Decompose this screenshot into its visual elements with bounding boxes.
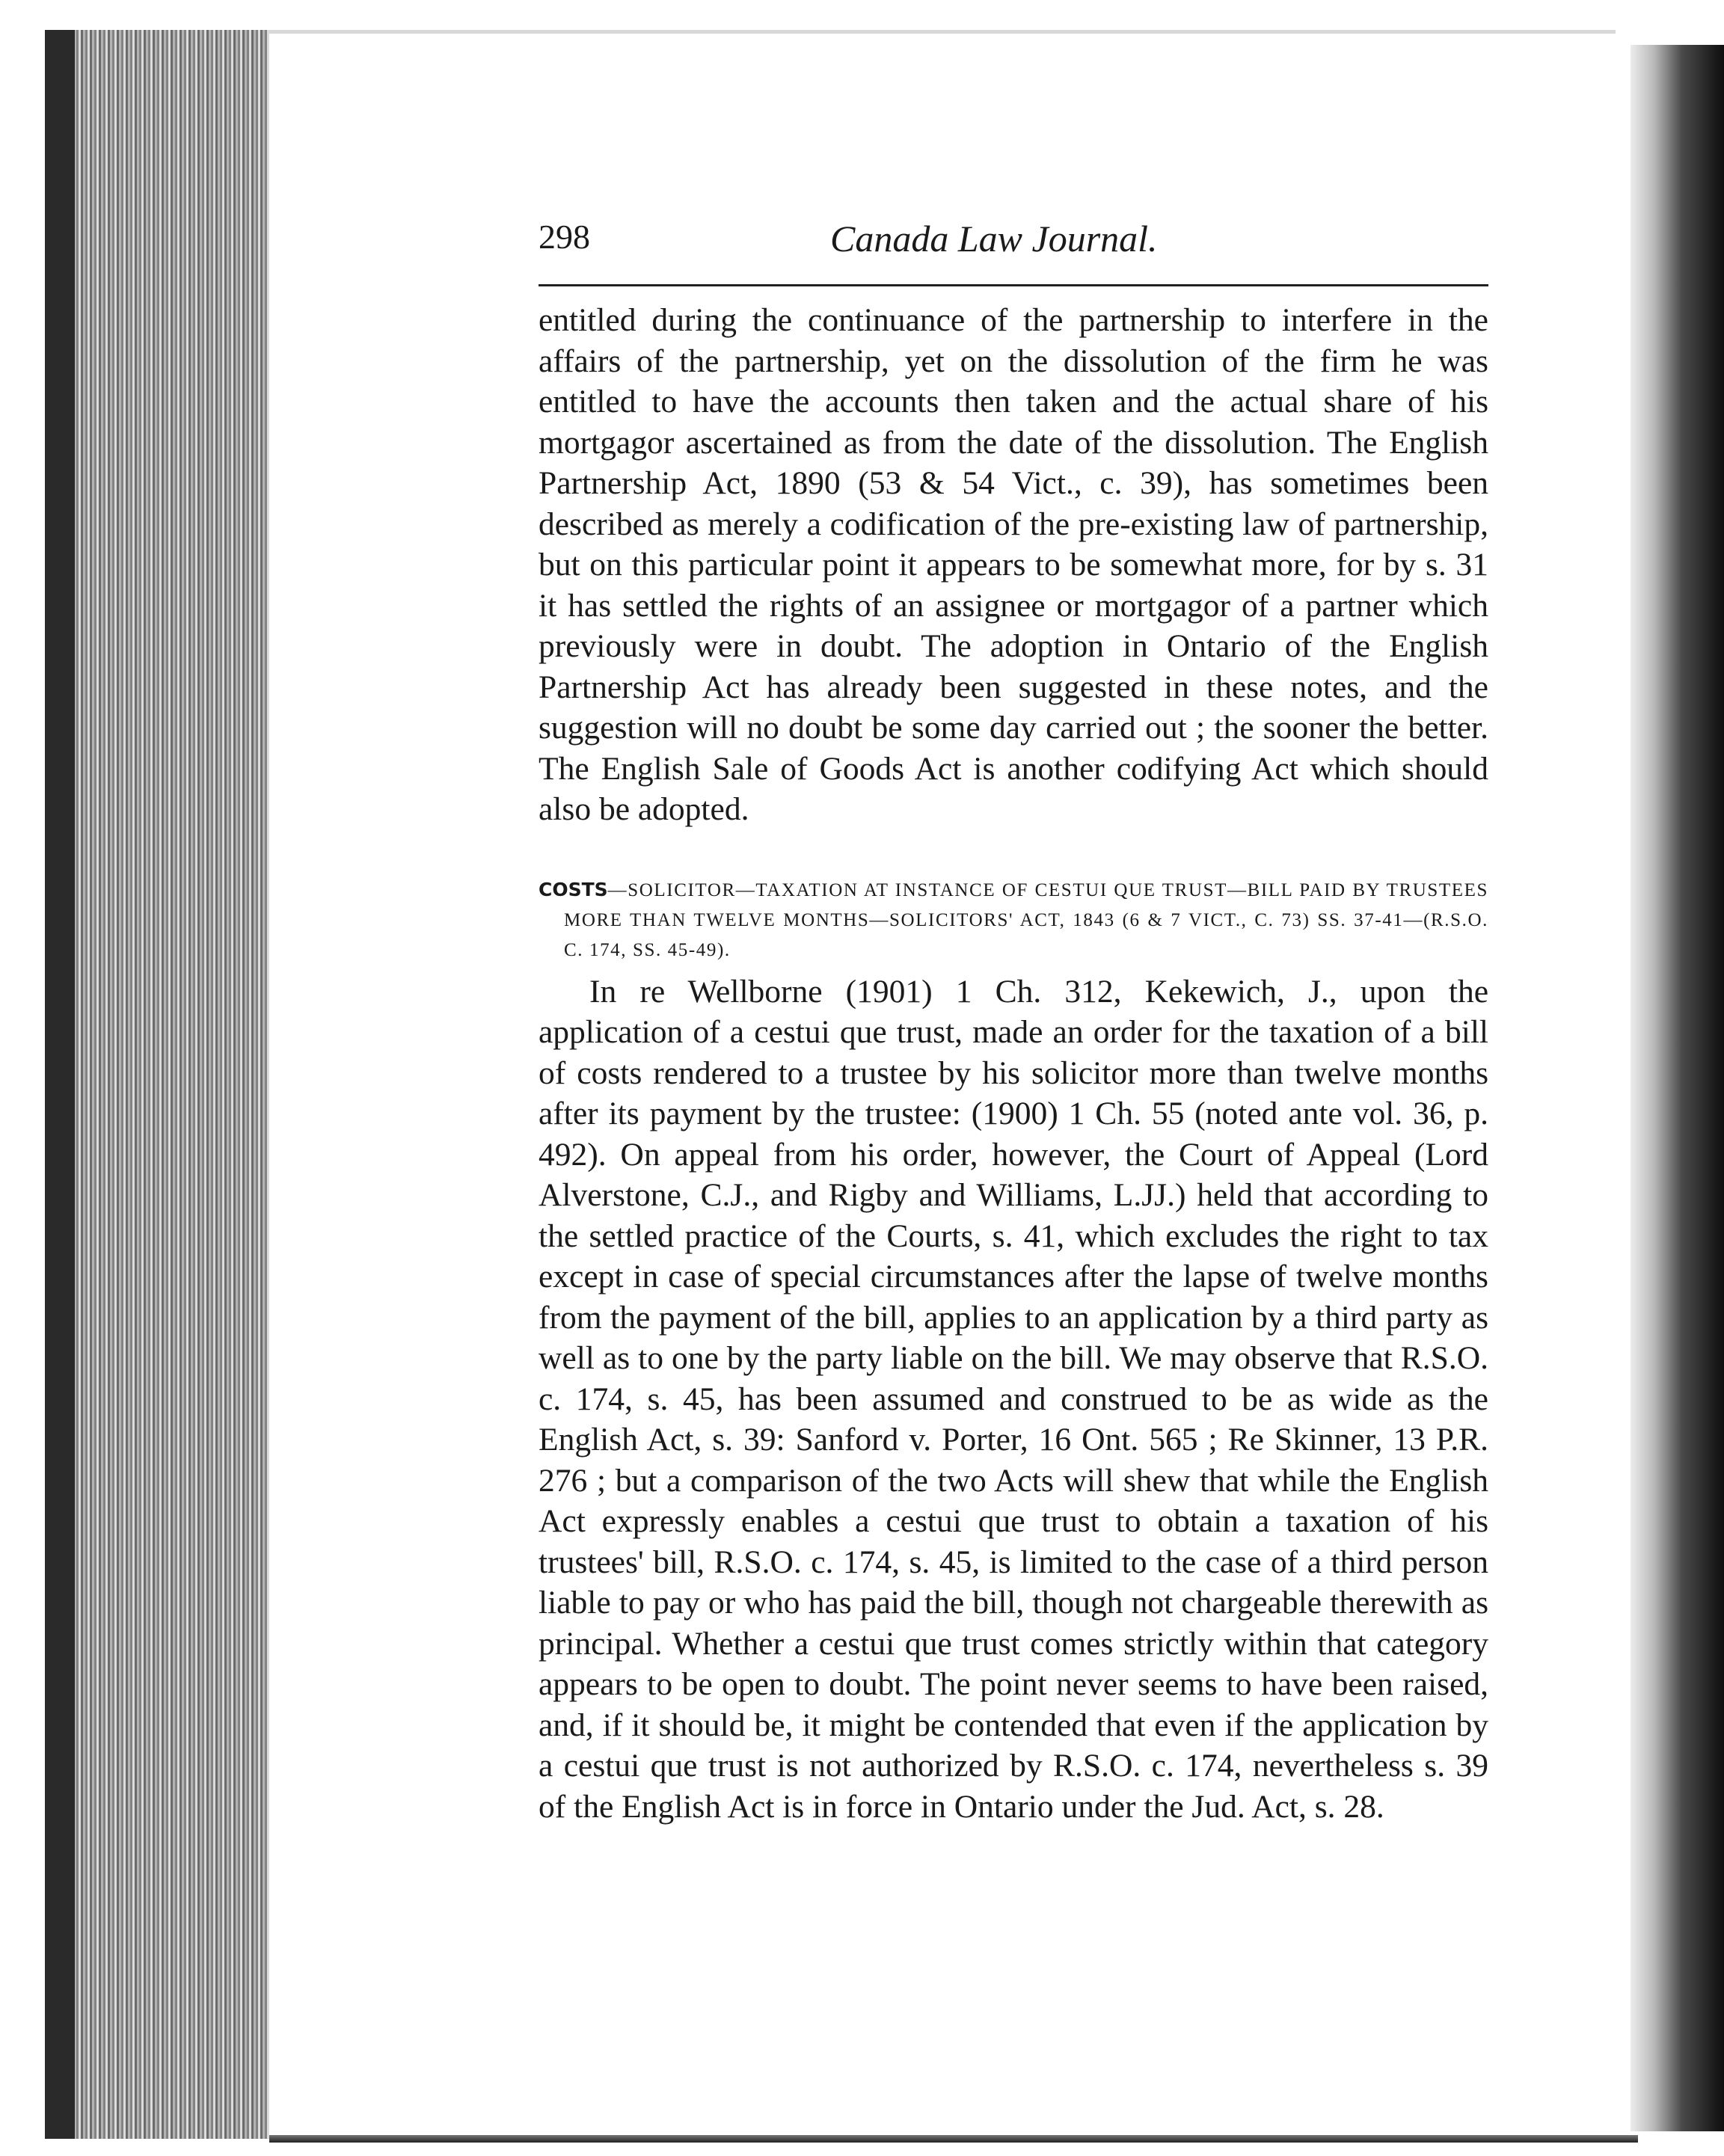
- paragraph-partnership: entitled during the continuance of the partnership to interfere in the affairs of the partnership, yet on the dissolution of the firm he was entitled to have the accounts then taken and the actual share of his mortgagor ascertained as from the date of the dissolution. The English Partnership Act, 1890 (53 & 54 Vict., c. 39), has sometimes been described as merely a codification of the pre-existing law of partnership, but on this particular point it appears to be somewhat more, for by s. 31 it has settled the rights of an assignee or mortgagor of a partner which previously were in doubt. The adoption in Ontario of the English Partnership Act has already been suggested in these notes, and the suggestion will no doubt be some day carried out ; the sooner the better. The English Sale of Goods Act is another codifying Act which should also be adopted.: [539, 302, 1488, 827]
- section-heading-text: —SOLICITOR—TAXATION AT INSTANCE OF CESTUI QUE TRUST—BILL PAID BY TRUSTEES MORE THAN TWELVE MONTHS—SOLICITORS' ACT, 1843 (6 & 7 VICT., C. 73) SS. 37-41—(R.S.O. C. 174, SS. 45-49).: [564, 879, 1488, 960]
- page-number: 298: [539, 218, 590, 256]
- running-title: Canada Law Journal.: [830, 218, 1158, 259]
- scan-bottom-edge: [269, 2135, 1638, 2143]
- scan-binding-shadow: [45, 30, 269, 2139]
- paragraph-wellborne: In re Wellborne (1901) 1 Ch. 312, Kekewich, J., upon the application of a cestui que trust, made an order for the taxation of a bill of costs rendered to a trustee by his solicitor more than twelve months after its payment by the trustee: (1900) 1 Ch. 55 (noted ante vol. 36, p. 492). On appeal from his order, however, the Court of Appeal (Lord Alverstone, C.J., and Rigby and Williams, L.JJ.) held that according to the settled practice of the Courts, s. 41, which excludes the right to tax except in case of special circumstances after the lapse of twelve months from the payment of the bill, applies to an application by a third party as well as to one by the party liable on the bill. We may observe that R.S.O. c. 174, s. 45, has been assumed and construed to be as wide as the English Act, s. 39: Sanford v. Porter, 16 Ont. 565 ; Re Skinner, 13 P.R. 276 ; but a comparison of the two Acts will shew that while the English Act expressly enables a cestui que trust to obtain a taxation of his trustees' bill, R.S.O. c. 174, s. 45, is limited to the case of a third person liable to pay or who has paid the bill, though not chargeable therewith as principal. Whether a cestui que trust comes strictly within that category appears to be open to doubt. The point never seems to have been raised, and, if it should be, it might be contended that even if the application by a cestui que trust is not authorized by R.S.O. c. 174, nevertheless s. 39 of the English Act is in force in Ontario under the Jud. Act, s. 28.: [539, 973, 1488, 1825]
- page-header: [539, 217, 1488, 286]
- journal-page: [539, 217, 1488, 1827]
- scan-top-edge: [269, 30, 1616, 34]
- section-heading-costs: [539, 875, 1488, 965]
- section-heading-lead: COSTS: [539, 878, 608, 900]
- scan-right-edge: [1631, 45, 1724, 2131]
- scan-left-edge: [45, 30, 75, 2139]
